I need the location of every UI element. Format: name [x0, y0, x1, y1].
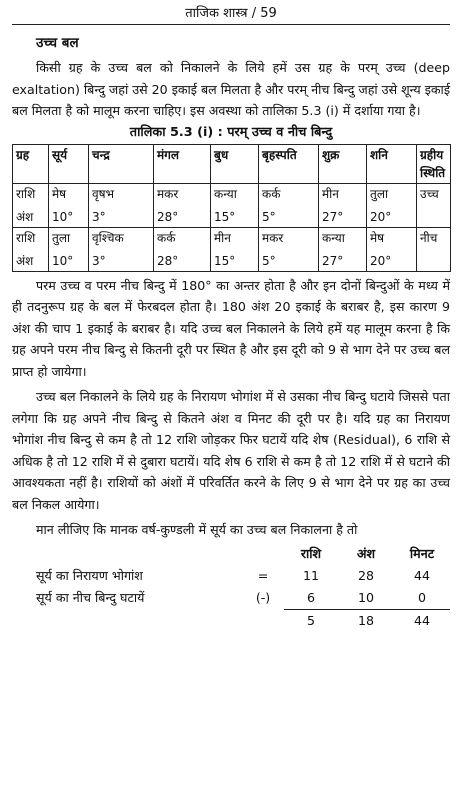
header-rule: [12, 24, 450, 25]
calculation-table: [12, 543, 450, 632]
cell-degree: 10°: [52, 209, 74, 224]
cell-degree: 3°: [92, 253, 106, 268]
table-cell: [319, 227, 367, 271]
cell-sign: मीन: [214, 230, 231, 245]
cell-sign: कन्या: [322, 230, 345, 245]
status-cell: उच्च: [417, 183, 451, 227]
cell-degree: 5°: [262, 209, 276, 224]
calc-total: 18: [338, 609, 394, 632]
cell-degree: 15°: [214, 209, 236, 224]
header-jupiter: बृहस्पति: [259, 144, 319, 183]
cell-degree: 28°: [157, 253, 179, 268]
calc-header-minute: मिनट: [409, 545, 435, 561]
cell-sign: तुला: [370, 186, 389, 201]
cell-sign: मकर: [157, 186, 179, 201]
label-rashi: राशि: [16, 186, 36, 201]
calc-row-total: [12, 609, 450, 632]
cell-degree: 20°: [370, 253, 392, 268]
calc-total: 44: [394, 609, 450, 632]
cell-degree: 27°: [322, 253, 344, 268]
table-cell: [319, 183, 367, 227]
header-mercury: बुध: [211, 144, 259, 183]
cell-sign: मेष: [370, 230, 385, 245]
calc-total: 5: [284, 609, 338, 632]
label-rashi: राशि: [16, 230, 36, 245]
cell-sign: मेष: [52, 186, 67, 201]
table-cell: [367, 227, 417, 271]
table-cell: [211, 227, 259, 271]
cell-degree: 27°: [322, 209, 344, 224]
table-row: [13, 183, 451, 227]
calc-value: 10: [357, 589, 375, 605]
calc-value: 44: [413, 567, 431, 583]
calc-header-rashi: राशि: [300, 545, 322, 561]
table-cell: [89, 183, 154, 227]
cell-sign: मकर: [262, 230, 284, 245]
table-cell: [367, 183, 417, 227]
calc-label: सूर्य का नीच बिन्दु घटायें: [36, 589, 145, 605]
table-cell: [211, 183, 259, 227]
paragraph-example: मान लीजिए कि मानक वर्ष-कुण्डली में सूर्य का उच्च बल निकालना है तो: [36, 522, 358, 537]
header-status: ग्रहीय स्थिति: [417, 144, 451, 183]
calc-row-debilitation: [12, 587, 450, 610]
table-cell: [154, 227, 211, 271]
paragraph-difference: परम उच्च व परम नीच बिन्दु में 180° का अन्तर होता है और इन दोनों बिन्दुओं के मध्य में ही तदनुरूप ग्रह के बल में फेरबदल होता है। 180 अंश 20 इकाई के बराबर है, इस कारण 9 अंश की चाप 1 इकाई के बराबर है। यदि उच्च बल निकालने के लिये हमें यह मालूम करना है कि ग्रह अपने परम नीच बिन्दु से कितनी दूरी पर स्थित है और इस दूरी को 9 से भाग देने पर उच्च बल प्राप्त हो जायेगा।: [12, 277, 450, 379]
table-caption: तालिका 5.3 (i) : परम् उच्च व नीच बिन्दु: [129, 124, 333, 140]
label-ansh: अंश: [16, 253, 34, 268]
row-label: [13, 227, 49, 271]
cell-degree: 15°: [214, 253, 236, 268]
table-cell: [154, 183, 211, 227]
paragraph-method: उच्च बल निकालने के लिये ग्रह के निरायण भोगांश में से उसका नीच बिन्दु घटाये जिससे पता लगेगा कि ग्रह अपने नीच बिन्दु से कितने अंश व मिनट की दूरी पर है। यदि ग्रह का निरायण भोगांश नीच बिन्दु से कम है तो 12 राशि जोड़कर फिर घटायें यदि शेष (Residual), 6 राशि से अधिक है तो 12 राशि में से दुबारा घटायें। यदि शेष 6 राशि से कम है तो 12 राशि में से घटाने की आवश्यकता नहीं है। राशियों को अंशों में परिवर्तित करने के लिए 9 से भाग देने पर ग्रह का उच्च बल निकल आयेगा।: [12, 389, 450, 512]
status-cell: नीच: [417, 227, 451, 271]
table-header-row: [13, 144, 451, 183]
calc-sign: (-): [255, 589, 271, 605]
calc-value: 0: [417, 589, 426, 605]
cell-sign: वृश्चिक: [92, 230, 124, 245]
running-head: ताजिक शास्त्र / 59: [185, 6, 277, 21]
calc-value: 6: [306, 589, 315, 605]
calc-row-longitude: [12, 565, 450, 587]
cell-sign: मीन: [322, 186, 339, 201]
header-sun: सूर्य: [49, 144, 89, 183]
header-saturn: शनि: [367, 144, 417, 183]
calc-header-ansh: अंश: [356, 545, 376, 561]
cell-degree: 28°: [157, 209, 179, 224]
row-label: [13, 183, 49, 227]
cell-degree: 10°: [52, 253, 74, 268]
table-cell: [259, 183, 319, 227]
table-cell: [49, 227, 89, 271]
calc-value: 28: [357, 567, 375, 583]
header-mars: मंगल: [154, 144, 211, 183]
table-cell: [49, 183, 89, 227]
section-title: उच्च बल: [36, 35, 79, 51]
exaltation-table: [12, 144, 451, 272]
table-row: [13, 227, 451, 271]
cell-sign: कन्या: [214, 186, 237, 201]
cell-degree: 20°: [370, 209, 392, 224]
intro-paragraph: किसी ग्रह के उच्च बल को निकालने के लिये हमें उस ग्रह के परम् उच्च (deep exaltation) बिन्दु जहां उसे 20 इकाई बल मिलता है और परम् नीच बिन्दु जहां उसे शून्य इकाई बल मिलता है को मालूम करना चाहिए। इस अवस्था को तालिका 5.3 (i) में दर्शाया गया है।: [12, 60, 450, 118]
cell-sign: कर्क: [157, 230, 176, 245]
cell-degree: 3°: [92, 209, 106, 224]
cell-sign: वृषभ: [92, 186, 115, 201]
header-venus: शुक्र: [319, 144, 367, 183]
table-cell: [89, 227, 154, 271]
header-graha: ग्रह: [13, 144, 49, 183]
header-moon: चन्द्र: [89, 144, 154, 183]
calc-value: 11: [302, 567, 320, 583]
label-ansh: अंश: [16, 209, 34, 224]
calc-label: सूर्य का निरायण भोगांश: [36, 567, 143, 583]
table-cell: [259, 227, 319, 271]
cell-sign: तुला: [52, 230, 71, 245]
cell-sign: कर्क: [262, 186, 281, 201]
calc-sign: =: [257, 567, 269, 583]
calc-header-row: [12, 543, 450, 565]
cell-degree: 5°: [262, 253, 276, 268]
